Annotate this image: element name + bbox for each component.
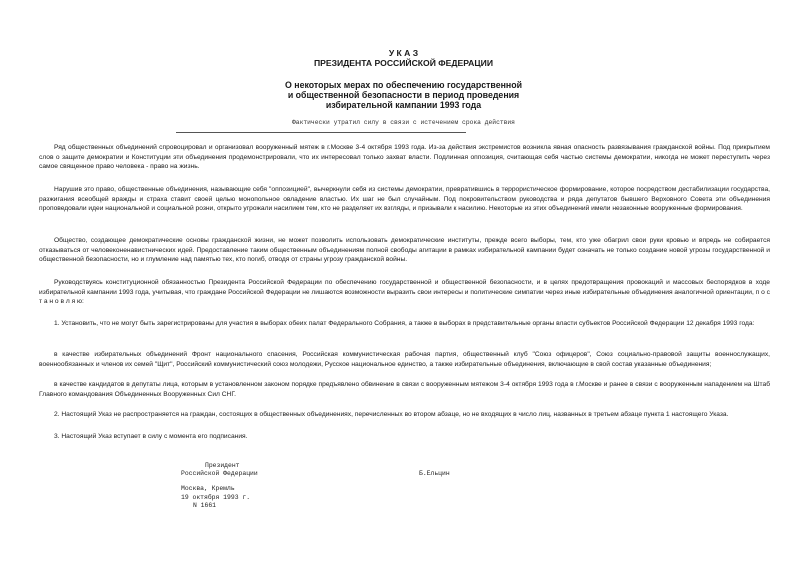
decree-number: N 1661: [193, 502, 217, 509]
clause-3: 3. Настоящий Указ вступает в силу с момента его подписания.: [54, 433, 248, 440]
paragraph-3: Общество, создающее демократические основы гражданской жизни, не может позволить использовать демократические институты, прежде всего выборы, тем, кто уже обагрил свои руки кровью и впредь не собирается отказываться от человеконенавистнических идей. Предоставление таким общественным объединениям полной свободы агитации в рамках избирательной кампании будет означать не только создание новой угрозы государственной и общественной безопасности, но и глумление над памятью тех, кто погиб, отводя от страны угрозу гражданской войны.: [39, 237, 770, 264]
status-note: Фактически утратил силу в связи с истечением срока действия: [292, 119, 515, 126]
signature-position-2: Российской Федерации: [181, 470, 258, 477]
signing-place: Москва, Кремль: [181, 485, 235, 492]
title-line-1: О некоторых мерах по обеспечению государственной: [284, 80, 522, 90]
decree-label: У К А З: [388, 48, 419, 58]
clause-1: 1. Установить, что не могут быть зарегистрированы для участия в выборах обеих палат Федерального Собрания, а также в выборах в представительные органы власти субъектов Российской Федерации 12 декабря 1993 года:: [54, 320, 755, 327]
clause-1-item-1: в качестве избирательных объединений Фронт национального спасения, Российская коммунистическая рабочая партия, общественный клуб "Союз офицеров", Союз социально-правовой защиты военнослужащих, военнообязанных и членов их семей "Щит", Российский коммунистический союз молодежи, Русское национальное единство, а также избирательные объединения, включающие в свой состав указанные объединения;: [39, 351, 770, 368]
paragraph-1: Ряд общественных объединений спровоцировал и организовал вооруженный мятеж в г.Москве 3-4 октября 1993 года. Из-за действия экстремистов возникла явная опасность развязывания гражданской войны. Под прикрытием слов о защите демократии и Конституции эти объединения продемонстрировали, что их интересовал только захват власти. Подлинная оппозиция, считающая себя частью системы демократии, никогда не может переступить через самое священное право человека - право на жизнь.: [39, 144, 770, 171]
signature-name: Б.Ельцин: [419, 470, 450, 477]
title-line-3: избирательной кампании 1993 года: [325, 100, 482, 110]
clause-2: 2. Настоящий Указ не распространяется на граждан, состоящих в общественных объединениях, перечисленных во втором абзаце, но не входящих в число лиц, названных в третьем абзаце пункта 1 настоящего Указа.: [54, 411, 729, 418]
signing-date: 19 октября 1993 г.: [181, 494, 251, 501]
title-line-2: и общественной безопасности в период проведения: [287, 90, 520, 100]
paragraph-2: Нарушив это право, общественные объединения, называющие себя "оппозицией", вычеркнули себя из системы демократии, превратившись в террористическое формирование, которое посредством дестабилизации государства, разжигания всеобщей вражды и страха ставит своей целью монопольное овладение властью. Их шаг не был случайным. Под покровительством руководства и ряда депутатов бывшего Верховного Совета эти объединения проповедовали идеи национальной и социальной розни, открыто угрожали насилием тем, кто не разделяет их взгляды, и призывали к насилию. Некоторые из этих объединений имели незаконные вооруженные формирования.: [39, 186, 770, 213]
clause-1-item-2: в качестве кандидатов в депутаты лица, которым в установленном законом порядке предъявлено обвинение в связи с вооруженным мятежом 3-4 октября 1993 года в г.Москве и ранее в связи с вооруженным нападением на Штаб Главного командования Объединенных Вооруженных Сил СНГ.: [39, 381, 770, 398]
issuer-heading: ПРЕЗИДЕНТА РОССИЙСКОЙ ФЕДЕРАЦИИ: [313, 58, 494, 68]
divider: [176, 132, 466, 133]
paragraph-4: Руководствуясь конституционной обязанностью Президента Российской Федерации по обеспечению государственной и общественной безопасности, и в целях предотвращения провокаций и массовых беспорядков в ходе избирательной кампании 1993 года, учитывая, что граждане Российской Федерации не лишаются возможности выразить свои интересы и политические симпатии через иные избирательные объединения аналогичной ориентации, п о с т а н о в л я ю:: [39, 279, 770, 306]
signature-position-1: Президент: [205, 462, 240, 469]
